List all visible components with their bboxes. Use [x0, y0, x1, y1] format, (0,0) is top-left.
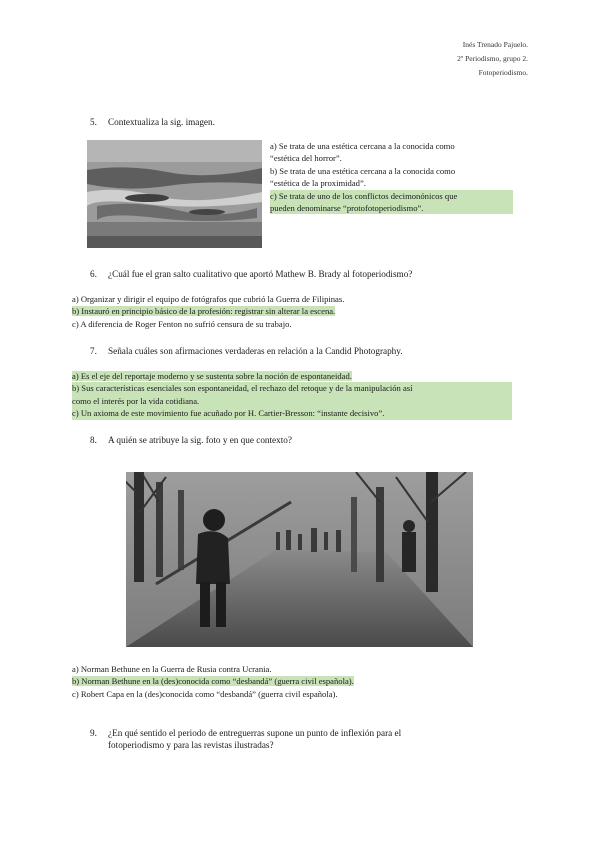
subject-name: Fotoperiodismo. — [478, 68, 528, 77]
question-number: 8. — [90, 435, 97, 445]
battlefield-photo — [87, 140, 262, 248]
question-number: 9. — [90, 728, 97, 738]
option-c: c) Robert Capa en la (des)conocida como “desbandá” (guerra civil española). — [72, 688, 338, 699]
question-7 — [90, 345, 403, 357]
question-number: 7. — [90, 346, 97, 356]
question-5-options — [270, 140, 513, 214]
refugees-road-photo — [126, 472, 473, 647]
question-9-continued — [108, 739, 274, 751]
option-a: a) Norman Bethune en la Guerra de Rusia contra Ucrania. — [72, 664, 272, 674]
question-9 — [90, 727, 401, 739]
option-b: b) Instauró en principio básico de la profesión: registrar sin alterar la escena. — [72, 306, 336, 317]
option-c-line1: c) Se trata de uno de los conflictos decimonónicos que — [270, 190, 513, 202]
question-6-options — [72, 293, 344, 330]
question-5 — [90, 116, 215, 128]
battlefield-photo-graphic — [87, 140, 262, 248]
question-8-options — [72, 663, 354, 700]
page-header — [457, 38, 528, 80]
option-c: c) Un axioma de este movimiento fue acuñado por H. Cartier-Bresson: “instante decisivo”. — [72, 407, 512, 419]
option-b-line2: como el interés por la vida cotidiana. — [72, 395, 512, 407]
question-text: Señala cuáles son afirmaciones verdaderas en relación a la Candid Photography. — [108, 346, 403, 356]
question-text: Contextualiza la sig. imagen. — [108, 117, 215, 127]
option-a: a) Es el eje del reportaje moderno y se sustenta sobre la noción de espontaneidad. — [72, 371, 352, 381]
question-text: ¿Cuál fue el gran salto cualitativo que aportó Mathew B. Brady al fotoperiodismo? — [108, 269, 413, 279]
option-b: b) Norman Bethune en la (des)conocida como “desbandá” (guerra civil española). — [72, 676, 354, 687]
option-b-line1: b) Se trata de una estética cercana a la conocida como — [270, 165, 456, 176]
question-number: 5. — [90, 117, 97, 127]
question-6 — [90, 268, 412, 280]
course-info: 2º Periodismo, grupo 2. — [457, 54, 528, 63]
question-text: A quién se atribuye la sig. foto y en que contexto? — [108, 435, 292, 445]
question-number: 6. — [90, 269, 97, 279]
option-a-line1: a) Se trata de una estética cercana a la conocida como — [270, 141, 455, 151]
option-b-line2: “estética de la proximidad”. — [270, 178, 366, 189]
option-c-line2: pueden denominarse “protofotoperiodismo”. — [270, 202, 513, 214]
option-b-line1: b) Sus características esenciales son espontaneidad, el rechazo del retoque y de la manipulación así — [72, 382, 512, 394]
author-name: Inés Trenado Pajuelo. — [462, 40, 528, 49]
option-a: a) Organizar y dirigir el equipo de fotógrafos que cubrió la Guerra de Filipinas. — [72, 294, 345, 304]
question-text-line2: fotoperiodismo y para las revistas ilustradas? — [108, 740, 274, 750]
option-c: c) A diferencia de Roger Fenton no sufrió censura de su trabajo. — [72, 318, 292, 329]
question-text-line1: ¿En qué sentido el periodo de entreguerras supone un punto de inflexión para el — [108, 728, 402, 738]
question-7-options — [72, 370, 512, 420]
option-a-line2: “estética del horror”. — [270, 153, 342, 164]
question-8 — [90, 434, 292, 446]
refugees-road-photo-graphic — [126, 472, 473, 647]
